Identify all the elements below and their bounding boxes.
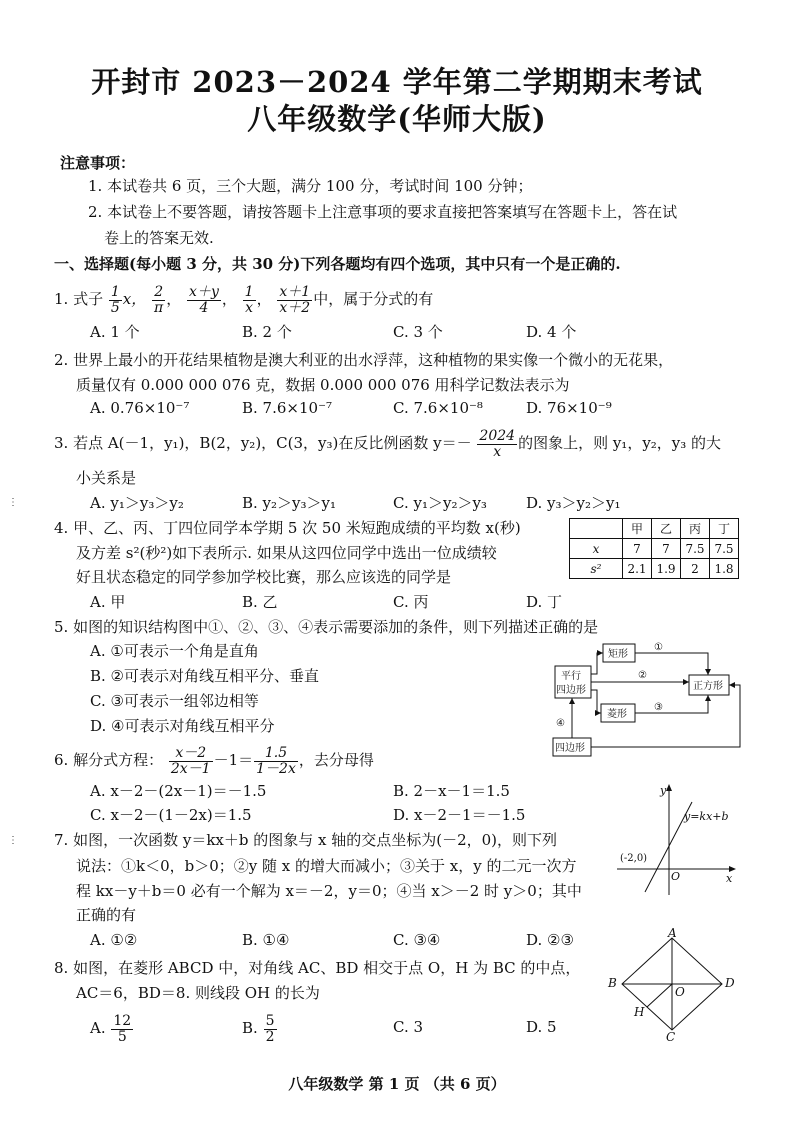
q4-line-1: 4. 甲、乙、丙、丁四位同学本学期 5 次 50 米短跑成绩的平均数 x(秒) [54,519,521,537]
q1-fraction-5 [277,285,312,316]
section1-heading: 一、选择题(每小题 3 分，共 30 分)下列各题均有四个选项，其中只有一个是正确的. [54,255,621,273]
table-cell: 丙 [681,519,710,539]
q1-option-c: C. 3 个 [393,323,443,341]
q1-f3-num: x＋y [189,283,219,300]
y-axis-label: y [660,784,667,797]
intercept-label: (-2,0) [620,853,648,864]
q7-option-b: B. ①④ [242,931,290,949]
q3-fraction [477,429,517,460]
q8-option-a [90,1013,134,1045]
q3-f-den: x [493,443,502,460]
q1-f5-den: x＋2 [279,299,311,316]
q6-fraction-1 [169,746,213,777]
vertex-a: A [668,928,677,940]
q1-f2-den: π [154,299,164,316]
q1-f3-den: 4 [199,299,209,316]
label-parallelogram-1: 平行 [561,671,581,682]
mark-2: ② [638,670,647,681]
q3-prefix: 3. 若点 A(－1，y₁)，B(2，y₂)，C(3，y₃)在反比例函数 y＝－ [54,434,472,452]
q2-option-b: B. 7.6×10⁻⁷ [242,399,332,417]
table-row [570,559,739,579]
q3-option-c: C. y₁＞y₂＞y₃ [393,494,487,512]
point-h: H [634,1005,645,1019]
table-cell [570,519,623,539]
q6-f2-den: 1－2x [256,760,296,777]
q8-option-d: D. 5 [526,1018,557,1036]
q6-stem [54,745,374,777]
q4-line-2: 及方差 s²(秒²)如下表所示. 如果从这四位同学中选出一位成绩较 [76,544,497,562]
q2-line-1: 2. 世界上最小的开花结果植物是澳大利亚的出水浮萍，这种植物的果实像一个微小的无花果， [54,351,674,369]
q1-suffix: 中，属于分式的有 [313,290,434,308]
q8-b-den: 2 [265,1028,275,1045]
binding-mark: ⋮ [8,497,18,508]
table-cell: 7 [652,539,681,559]
table-cell: 1.8 [710,559,739,579]
q1-option-a: A. 1 个 [90,323,140,341]
binding-mark: ⋮ [8,835,18,846]
table-cell: 甲 [623,519,652,539]
q6-f1-num: x－2 [169,746,213,762]
q4-option-b: B. 乙 [242,593,278,611]
q5-option-a: A. ①可表示一个角是直角 [90,642,259,660]
q4-score-table [569,518,739,579]
q5-option-c: C. ③可表示一组邻边相等 [90,692,259,710]
q8-option-c: C. 3 [393,1018,424,1036]
q8-option-a-letter: A. [90,1019,106,1037]
q8-option-a-fraction [111,1014,133,1045]
q8-line-1: 8. 如图，在菱形 ABCD 中，对角线 AC、BD 相交于点 O，H 为 BC 的中点， [54,959,581,977]
vertex-d: D [725,976,735,990]
q2-line-2: 质量仅有 0.000 000 076 克，数据 0.000 000 076 用科学记数法表示为 [76,376,570,394]
q8-option-b-letter: B. [242,1019,258,1037]
q1-f2-tail: ， [166,290,182,308]
mark-4: ④ [556,718,565,729]
q1-f5-num: x＋1 [279,283,311,300]
label-rectangle: 矩形 [608,649,628,660]
q1-option-b: B. 2 个 [242,323,292,341]
table-row [570,539,739,559]
q1-fraction-1 [109,285,122,316]
q2-option-c: C. 7.6×10⁻⁸ [393,399,483,417]
notes-heading: 注意事项： [60,154,136,172]
q7-line-3: 程 kx－y＋b＝0 必有一个解为 x＝－2，y＝0；④当 x＞－2 时 y＞0；其中 [76,882,582,900]
q8-option-b-fraction [264,1014,277,1045]
q5-option-b: B. ②可表示对角线互相平分、垂直 [90,667,320,685]
q7-option-c: C. ③④ [393,931,441,949]
q6-option-c: C. x－2－(1－2x)＝1.5 [90,806,252,824]
q7-line-4: 正确的有 [76,906,137,924]
q3-option-a: A. y₁＞y₃＞y₂ [90,494,184,512]
q1-option-d: D. 4 个 [526,323,577,341]
q8-a-den: 5 [117,1028,127,1045]
q1-f1-tail: x， [122,290,147,308]
q1-fraction-3 [187,285,221,316]
q4-option-a: A. 甲 [90,593,126,611]
q1-prefix: 1. 式子 [54,290,104,308]
origin-label: O [671,870,681,883]
label-quadrilateral: 四边形 [555,743,585,754]
mark-3: ③ [654,702,663,713]
q3-f-num: 2024 [479,427,516,444]
q1-fraction-4 [243,285,256,316]
vertex-b: B [608,976,617,990]
q1-f1-num: 1 [110,283,120,300]
vertex-c: C [666,1030,676,1043]
table-cell: 7.5 [710,539,739,559]
label-rhombus: 菱形 [607,709,627,720]
q4-option-d: D. 丁 [526,593,563,611]
q1-f3-tail: ， [221,290,237,308]
q1-f4-tail: ， [256,290,272,308]
label-square: 正方形 [693,681,723,692]
q1-f1-den: 5 [110,299,120,316]
q6-option-d: D. x－2－1＝－1.5 [393,806,526,824]
segment-oh [647,984,672,1007]
exam-subtitle: 八年级数学(华师大版) [247,102,547,136]
q1-fraction-2 [152,285,165,316]
q3-stem [54,428,721,460]
q3-option-b: B. y₂＞y₃＞y₁ [242,494,337,512]
q7-line-2: 说法：①k＜0，b＞0；②y 随 x 的增大而减小；③关于 x，y 的二元一次方 [76,857,577,875]
q5-knowledge-diagram [550,638,750,758]
table-cell: s² [570,559,623,579]
point-o: O [675,985,685,999]
notes-item-1: 1. 本试卷共 6 页，三个大题，满分 100 分，考试时间 100 分钟； [88,177,533,195]
q6-mid: －1＝ [213,751,254,769]
table-cell: 乙 [652,519,681,539]
q4-option-c: C. 丙 [393,593,429,611]
q6-option-a: A. x－2－(2x－1)＝－1.5 [90,782,267,800]
table-cell: 丁 [710,519,739,539]
function-label: y=kx+b [684,810,729,823]
q8-b-num: 5 [265,1012,275,1029]
q6-prefix: 6. 解分式方程： [54,751,164,769]
q3-option-d: D. y₃＞y₂＞y₁ [526,494,621,512]
q5-line-1: 5. 如图的知识结构图中①、②、③、④表示需要添加的条件，则下列描述正确的是 [54,618,599,636]
q4-line-3: 好且状态稳定的同学参加学校比赛，那么应该选的同学是 [76,568,452,586]
page-footer: 八年级数学 第 1 页 （共 6 页） [288,1075,506,1093]
notes-item-2a: 2. 本试卷上不要答题，请按答题卡上注意事项的要求直接把答案填写在答题卡上，答在试 [88,203,678,221]
q1-f4-den: x [245,299,254,316]
label-parallelogram-2: 四边形 [556,685,586,696]
q3-line-2: 小关系是 [76,469,137,487]
q7-option-d: D. ②③ [526,931,574,949]
table-cell: 2.1 [623,559,652,579]
table-cell: 1.9 [652,559,681,579]
q3-suffix: 的图象上，则 y₁，y₂，y₃ 的大 [518,434,722,452]
q2-option-a: A. 0.76×10⁻⁷ [90,399,190,417]
q7-option-a: A. ①② [90,931,138,949]
q1-f2-num: 2 [152,285,165,301]
q6-fraction-2 [254,746,298,777]
q6-suffix: ，去分母得 [298,751,374,769]
q6-option-b: B. 2－x－1＝1.5 [393,782,510,800]
q5-option-d: D. ④可表示对角线互相平分 [90,717,275,735]
q1-f4-num: 1 [244,283,254,300]
q8-option-b [242,1013,278,1045]
table-row [570,519,739,539]
mark-1: ① [654,642,663,653]
q7-line-1: 7. 如图，一次函数 y＝kx＋b 的图象与 x 轴的交点坐标为(－2，0)，则下列 [54,831,558,849]
q8-rhombus-figure [604,928,744,1043]
exam-title: 开封市 2023－2024 学年第二学期期末考试 [91,65,703,99]
q1-stem [54,284,433,316]
q8-a-num: 12 [113,1012,132,1029]
notes-item-2b: 卷上的答案无效. [104,229,214,247]
q2-option-d: D. 76×10⁻⁹ [526,399,612,417]
table-cell: x [570,539,623,559]
x-axis-label: x [726,872,733,885]
q7-linear-function-graph [612,780,742,900]
q6-f2-num: 1.5 [254,746,298,762]
q8-line-2: AC＝6，BD＝8. 则线段 OH 的长为 [76,984,320,1002]
table-cell: 2 [681,559,710,579]
table-cell: 7.5 [681,539,710,559]
q6-f1-den: 2x－1 [170,760,211,777]
table-cell: 7 [623,539,652,559]
